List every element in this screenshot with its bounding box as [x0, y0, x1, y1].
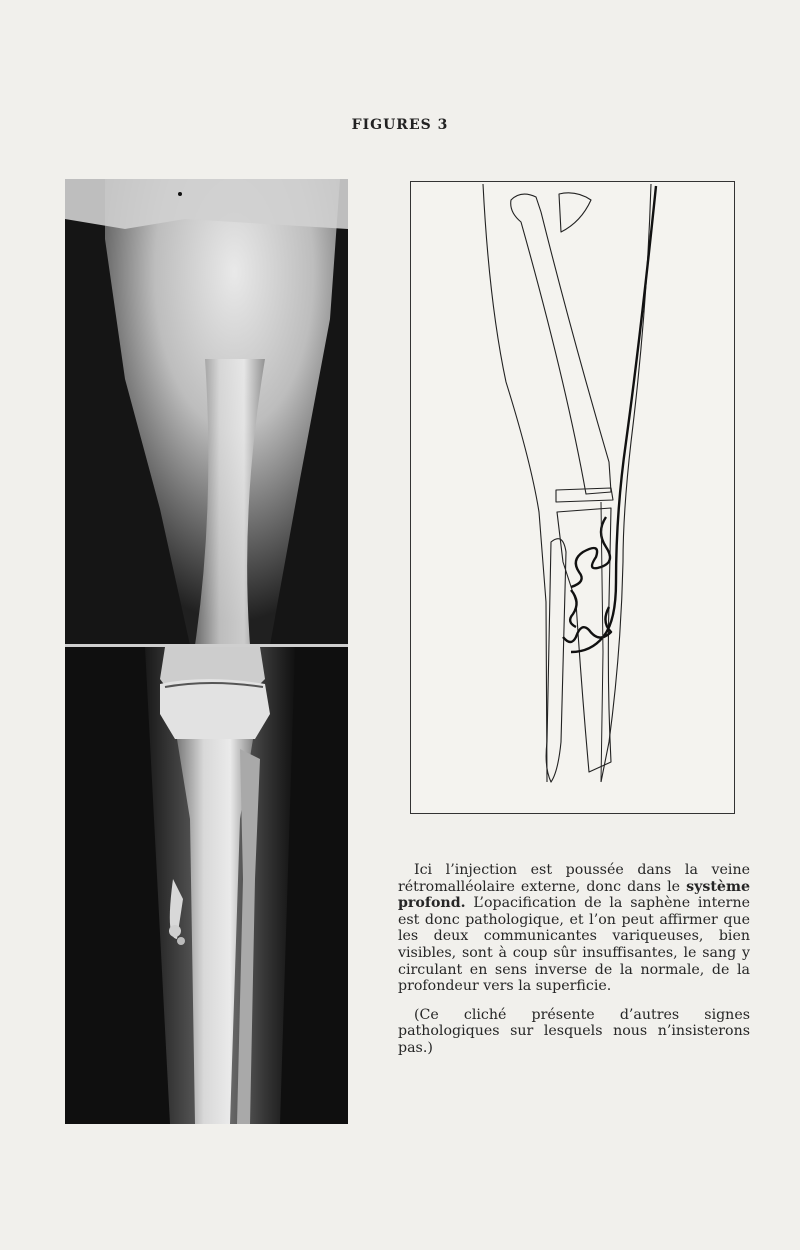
saphenous-vein [571, 186, 656, 652]
caption-paragraph-2: (Ce cliché présente d’autres signes pathologiques sur lesquels nous n’insisterons pas.) [398, 1006, 750, 1056]
caption-rest: L’opacification de la saphène interne est donc pathologique, et l’on peut affirmer que les deux communicantes variqueuses, bien visibles, sont à coup sûr insuffisantes, le sang y circulant en sens inverse de la normale, de la profondeur vers la superficie. [398, 895, 750, 995]
xray-radiograph [65, 179, 348, 1124]
anatomical-line-drawing [410, 181, 735, 814]
page-heading: FIGURES 3 [351, 117, 449, 133]
caption-intro: Ici l’injection est poussée dans la veine rétromalléolaire externe, donc dans le [398, 862, 750, 895]
knee-joint [556, 488, 613, 502]
leg-outline-left [483, 184, 547, 782]
caption-paragraph-1 [398, 862, 750, 995]
communicating-vein-lower [563, 607, 611, 642]
communicating-vein-upper [571, 517, 610, 587]
caption-emphasis: système profond. [398, 878, 750, 912]
fibula [546, 539, 566, 782]
figure-caption [398, 862, 750, 1057]
